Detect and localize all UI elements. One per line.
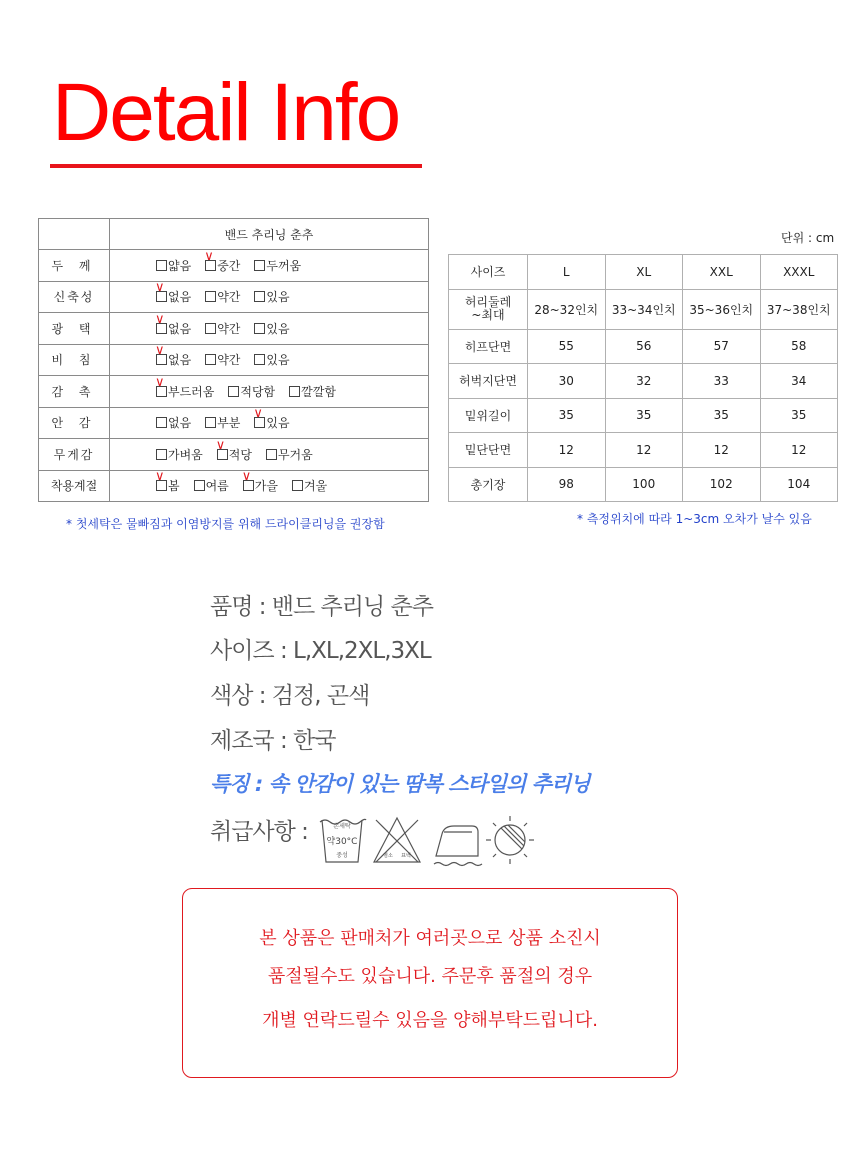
title-underline	[50, 164, 422, 168]
no-bleach-left-text: 염소	[383, 853, 393, 859]
size-row-label-length: 총기장	[449, 467, 528, 502]
option-label: 약간	[217, 353, 241, 368]
care-icons	[318, 812, 538, 868]
size-cell: 33	[683, 364, 761, 399]
feature-line: 특징 : 속 안감이 있는 땀복 스타일의 추리닝	[210, 772, 590, 796]
page-title: Detail Info	[52, 67, 400, 158]
notice-line-3: 개별 연락드릴수 있음을 양해부탁드립니다.	[262, 1010, 598, 1031]
checkbox-icon	[254, 260, 265, 271]
option-item	[155, 342, 192, 368]
notice-line-2: 품절될수도 있습니다. 주문후 품절의 경우	[267, 966, 593, 987]
attr-corner-cell	[39, 219, 110, 250]
attr-label-seethrough: 비 침	[39, 344, 110, 376]
attr-options-seethrough	[110, 344, 429, 376]
option-label: 적당함	[240, 384, 276, 399]
option-label: 없음	[168, 321, 192, 336]
checkbox-icon	[289, 386, 300, 397]
measure-tolerance-note: * 측정위치에 따라 1~3cm 오차가 날수 있음	[577, 512, 812, 526]
option-label: 없음	[168, 290, 192, 305]
check-mark-icon: ∨	[204, 247, 214, 263]
size-header-xxxl: XXXL	[760, 255, 838, 290]
checkbox-icon	[205, 291, 216, 302]
size-row-label-thigh: 허벅지단면	[449, 364, 528, 399]
option-item	[253, 405, 290, 431]
option-label: 가을	[254, 479, 278, 494]
check-mark-icon: ∨	[155, 279, 165, 295]
checkbox-icon	[205, 354, 216, 365]
checkbox-icon	[228, 386, 239, 397]
attr-options-stretch	[110, 281, 429, 313]
option-item	[254, 257, 301, 274]
attr-label-lining: 안 감	[39, 407, 110, 439]
size-cell: 28~32인치	[528, 289, 606, 329]
option-item	[155, 373, 215, 400]
size-cell: 98	[528, 467, 606, 502]
option-label: 있음	[266, 321, 290, 336]
option-label: 깔깔함	[301, 384, 336, 399]
option-item	[254, 288, 289, 305]
size-row-label-hip: 히프단면	[449, 329, 528, 364]
size-header-xxl: XXL	[683, 255, 761, 290]
sun-dry-icon	[486, 816, 534, 864]
option-item	[205, 414, 240, 431]
option-label: 여름	[205, 479, 229, 494]
check-mark-icon: ∨	[155, 342, 165, 358]
size-cell: 32	[605, 364, 683, 399]
size-cell: 56	[605, 329, 683, 364]
size-header-label: 사이즈	[449, 255, 528, 290]
attr-options-thickness	[110, 247, 429, 282]
checkbox-icon	[254, 323, 265, 334]
size-cell: 12	[605, 433, 683, 468]
size-cell: 102	[683, 467, 761, 502]
size-header-xl: XL	[605, 255, 683, 290]
option-item	[205, 320, 240, 337]
attr-options-season	[110, 470, 429, 502]
product-header: 밴드 추리닝 춘추	[110, 219, 429, 250]
option-label: 약간	[217, 321, 241, 336]
option-label: 중간	[217, 258, 241, 273]
option-label: 있음	[266, 416, 290, 431]
option-label: 부드러움	[168, 384, 215, 399]
unit-label: 단위 : cm	[781, 231, 835, 245]
size-row-label-hem: 밑단단면	[449, 433, 528, 468]
dry-clean-note: * 첫세탁은 물빠짐과 이염방지를 위해 드라이클리닝을 권장함	[66, 517, 385, 531]
color-line: 색상 : 검정, 곤색	[210, 683, 370, 709]
option-label: 약간	[217, 290, 241, 305]
option-label: 겨울	[303, 479, 328, 494]
check-mark-icon: ∨	[241, 468, 252, 484]
iron-icon	[434, 826, 482, 866]
check-mark-icon: ∨	[215, 436, 226, 452]
option-label: 적당	[228, 447, 252, 462]
checkbox-icon	[254, 354, 265, 365]
size-cell: 104	[760, 467, 838, 502]
hand-wash-temp-text: 약30°C	[326, 837, 358, 847]
size-cell: 35	[528, 398, 606, 433]
checkbox-icon	[254, 291, 265, 302]
attr-options-lining	[110, 407, 429, 439]
product-name-line: 품명 : 밴드 추리닝 춘추	[210, 594, 433, 620]
size-cell: 58	[760, 329, 838, 364]
option-item	[215, 436, 252, 463]
stock-notice-box	[182, 888, 678, 1078]
check-mark-icon: ∨	[155, 373, 165, 389]
checkbox-icon	[156, 449, 167, 460]
checkbox-icon	[266, 449, 277, 460]
option-item	[205, 288, 240, 305]
size-cell: 12	[683, 433, 761, 468]
size-cell: 37~38인치	[760, 289, 838, 329]
attr-label-weight: 무게감	[39, 439, 110, 471]
option-label: 봄	[168, 479, 180, 494]
no-bleach-right-text: 표백	[401, 853, 411, 859]
option-item	[156, 414, 191, 431]
attr-label-gloss: 광 택	[39, 313, 110, 345]
size-cell: 12	[760, 433, 838, 468]
size-cell: 35	[605, 398, 683, 433]
check-mark-icon: ∨	[155, 310, 165, 326]
option-item	[155, 279, 192, 305]
option-item	[241, 468, 278, 494]
size-cell: 57	[683, 329, 761, 364]
attr-options-weight	[110, 436, 429, 471]
size-cell: 55	[528, 329, 606, 364]
checkbox-icon	[194, 480, 205, 491]
size-cell: 12	[528, 433, 606, 468]
option-item	[205, 351, 240, 368]
fabric-attribute-table	[38, 218, 429, 502]
option-item	[254, 320, 289, 337]
size-cell: 100	[605, 467, 683, 502]
attr-options-gloss	[110, 310, 429, 345]
size-row-label-waist: 허리둘레 ~최대	[449, 289, 528, 329]
notice-line-1: 본 상품은 판매처가 여러곳으로 상품 소진시	[259, 928, 601, 949]
size-cell: 35~36인치	[683, 289, 761, 329]
option-label: 없음	[168, 353, 192, 368]
option-item	[155, 468, 180, 494]
attr-label-stretch: 신축성	[39, 281, 110, 313]
option-item	[194, 477, 229, 494]
option-item	[254, 351, 289, 368]
option-label: 있음	[266, 353, 290, 368]
size-cell: 34	[760, 364, 838, 399]
option-item	[204, 247, 241, 274]
no-bleach-icon	[374, 818, 420, 862]
attr-label-season: 착용계절	[39, 470, 110, 502]
checkbox-icon	[292, 480, 303, 491]
size-cell: 33~34인치	[605, 289, 683, 329]
option-label: 있음	[266, 290, 290, 305]
option-item	[156, 257, 191, 274]
attr-label-texture: 감 촉	[39, 376, 110, 408]
sizes-line: 사이즈 : L,XL,2XL,3XL	[210, 638, 431, 664]
option-label: 없음	[168, 416, 192, 431]
size-table	[448, 254, 838, 502]
option-item	[228, 383, 275, 400]
checkbox-icon	[205, 417, 216, 428]
attr-label-thickness: 두 께	[39, 250, 110, 282]
origin-line: 제조국 : 한국	[210, 728, 336, 754]
option-item	[292, 477, 327, 494]
checkbox-icon	[156, 260, 167, 271]
size-cell: 35	[760, 398, 838, 433]
checkbox-icon	[156, 417, 167, 428]
option-item	[155, 310, 192, 337]
option-item	[289, 383, 336, 400]
size-header-l: L	[528, 255, 606, 290]
attr-options-texture	[110, 373, 429, 408]
check-mark-icon: ∨	[253, 405, 263, 421]
option-item	[156, 446, 203, 463]
care-label: 취급사항 :	[210, 819, 308, 845]
option-label: 두꺼움	[266, 258, 302, 273]
size-cell: 35	[683, 398, 761, 433]
size-cell: 30	[528, 364, 606, 399]
option-label: 가벼움	[168, 447, 203, 462]
size-row-label-rise: 밑위길이	[449, 398, 528, 433]
check-mark-icon: ∨	[155, 468, 165, 484]
option-item	[266, 446, 313, 463]
option-label: 얇음	[168, 258, 192, 273]
checkbox-icon	[205, 323, 216, 334]
option-label: 부분	[217, 416, 241, 431]
hand-wash-bottom-text: 중성	[336, 852, 348, 859]
option-label: 무거움	[277, 447, 313, 462]
hand-wash-top-text: 손세탁	[333, 823, 351, 830]
